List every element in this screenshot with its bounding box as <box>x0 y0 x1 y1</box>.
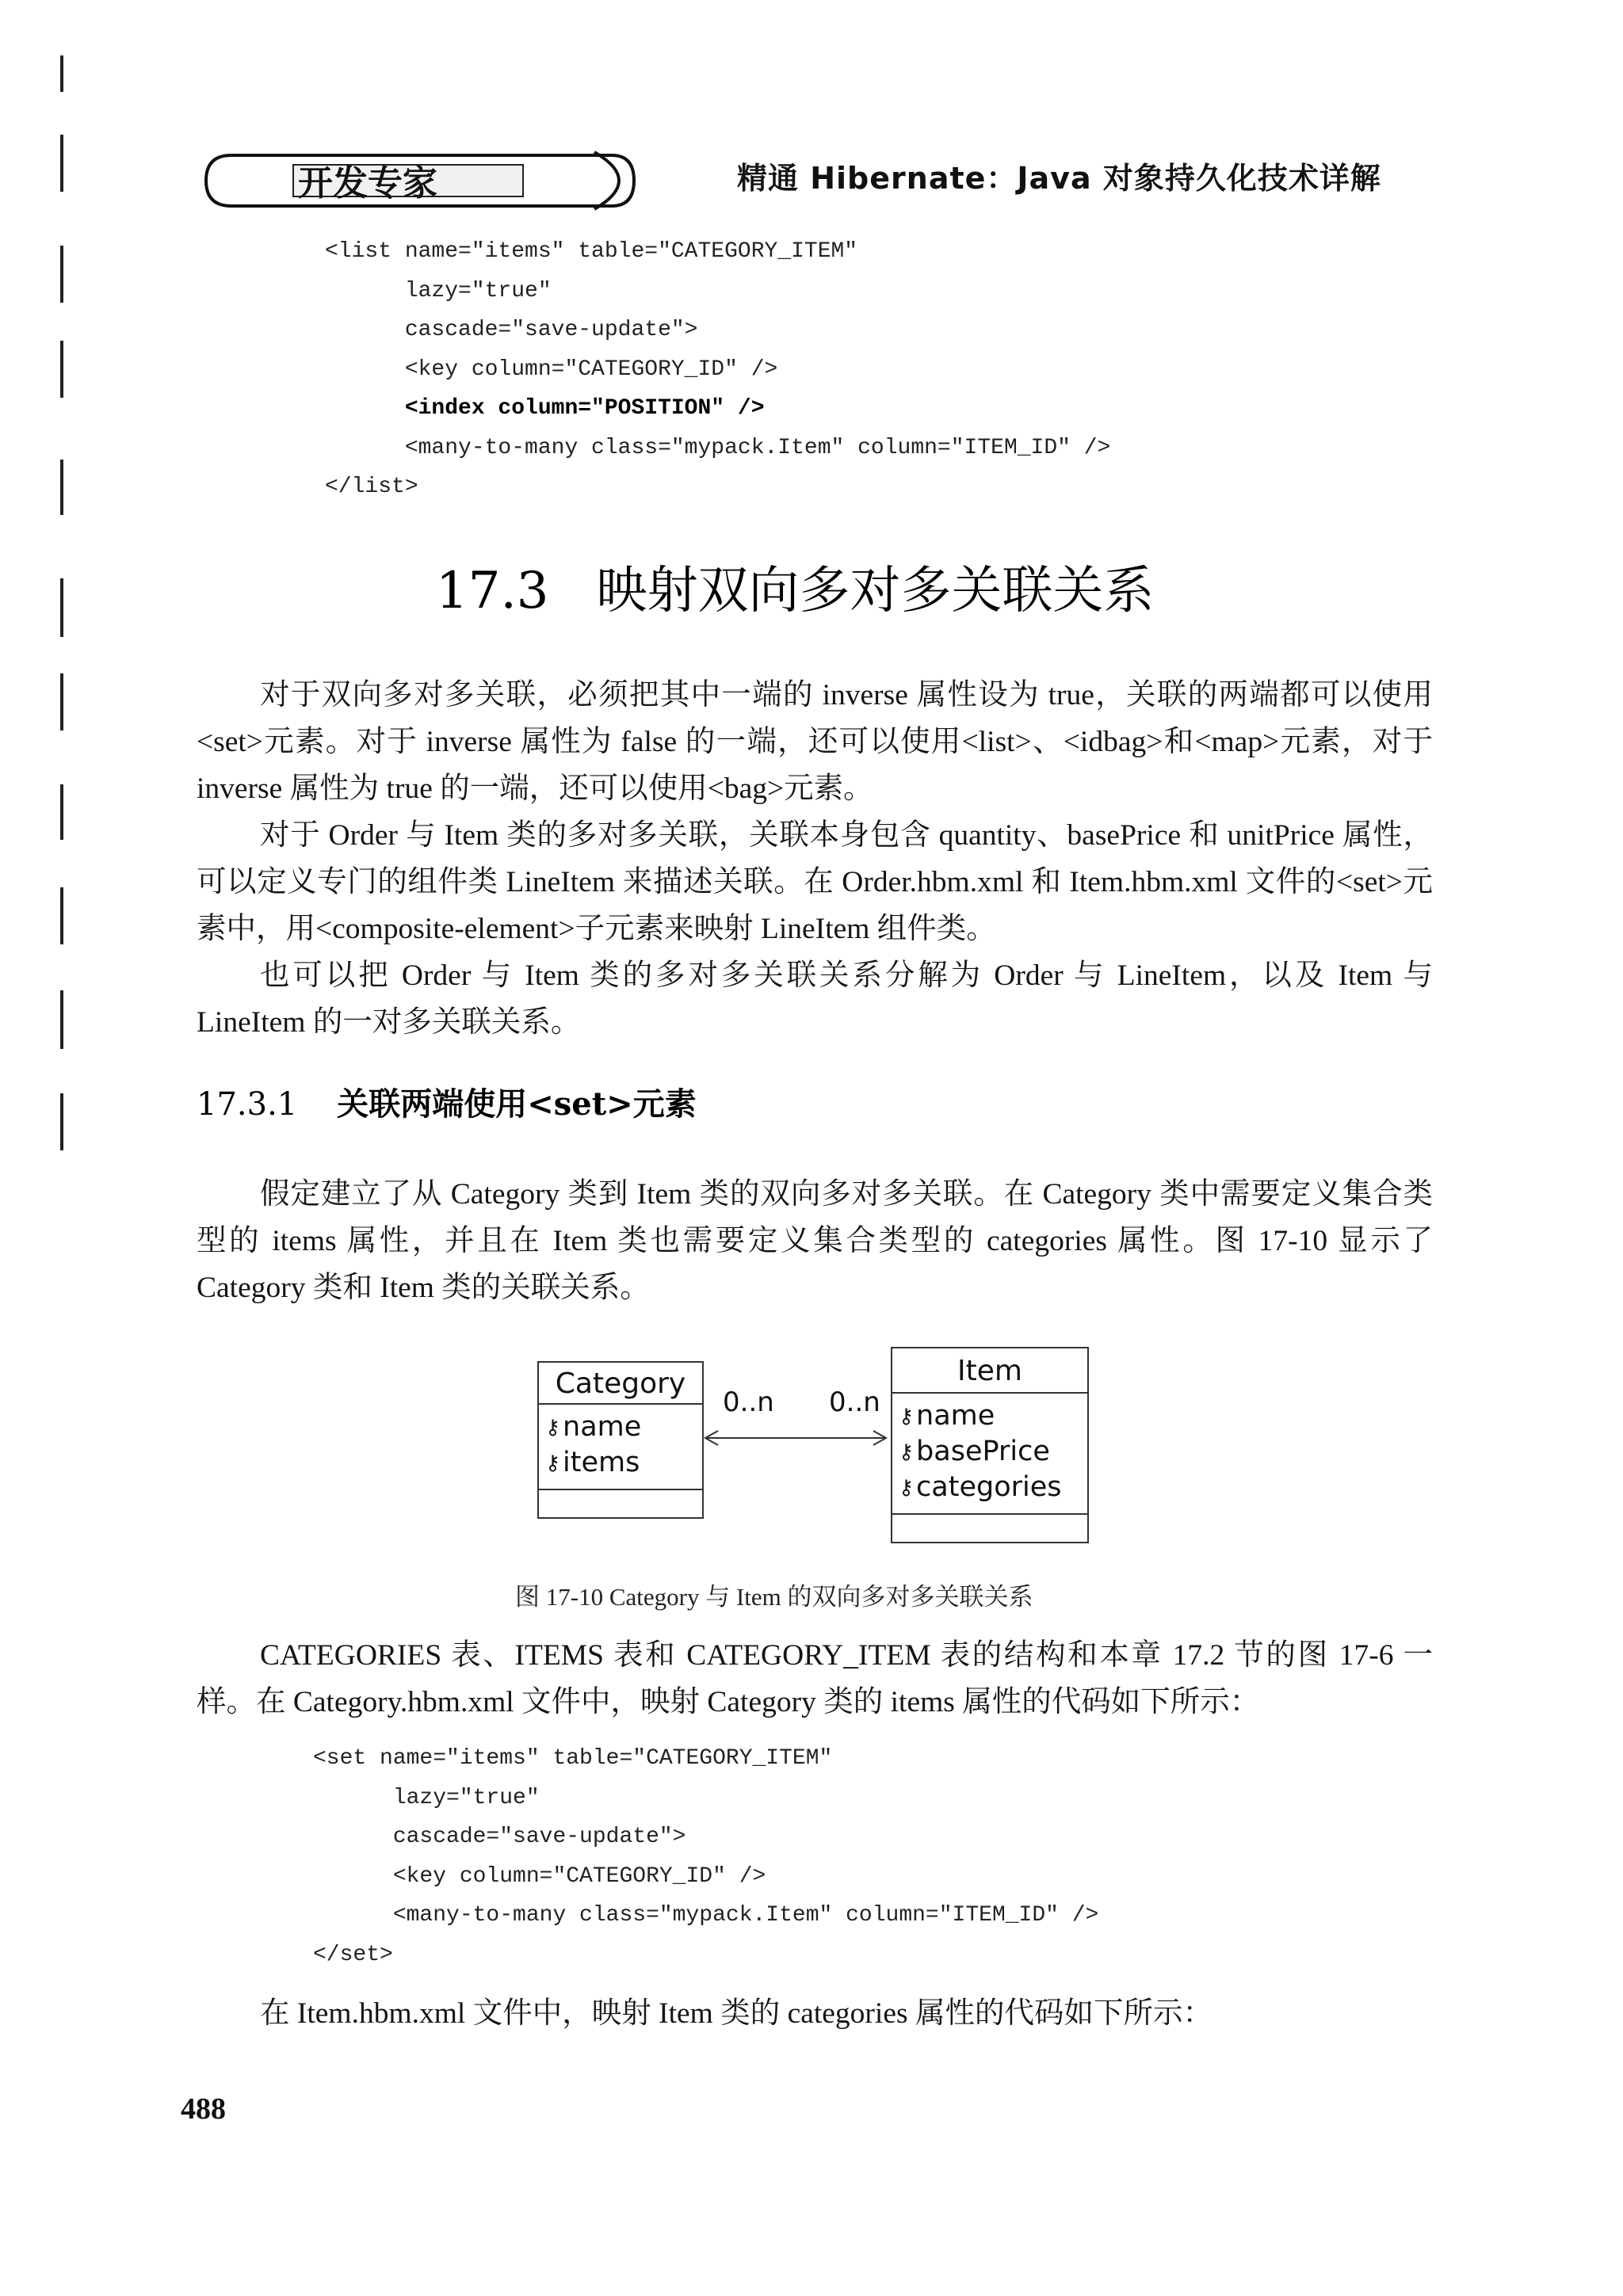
binding-mark <box>60 55 63 92</box>
code-block-list-mapping <box>325 232 1110 507</box>
code-line: </set> <box>313 1942 393 1967</box>
section-title-text: 映射双向多对多关联关系 <box>596 562 1155 620</box>
uml-class-category <box>537 1361 704 1519</box>
code-line: </list> <box>325 475 418 499</box>
code-block-set-mapping <box>313 1739 1098 1974</box>
left-multiplicity: 0..n <box>723 1386 774 1418</box>
attribute-key-icon: ⚷ <box>545 1451 561 1475</box>
svg-text:开发专家: 开发专家 <box>298 163 437 204</box>
subsection-number: 17.3.1 <box>197 1086 298 1123</box>
attribute-key-icon: ⚷ <box>545 1416 561 1440</box>
running-title: 精通 Hibernate：Java 对象持久化技术详解 <box>737 161 1381 196</box>
binding-mark <box>60 784 63 840</box>
code-line: lazy="true" <box>325 278 552 303</box>
uml-attribute-list <box>539 1405 702 1490</box>
figure-caption: 图 17-10 Category 与 Item 的双向多对多关联关系 <box>515 1583 1033 1611</box>
subsection-title-text: 关联两端使用<set>元素 <box>337 1085 697 1123</box>
series-logo <box>200 149 643 212</box>
binding-mark <box>60 990 63 1049</box>
binding-mark <box>60 341 63 398</box>
uml-attribute: ⚷categories <box>899 1471 1062 1503</box>
uml-attribute: ⚷basePrice <box>899 1436 1050 1467</box>
uml-attribute: ⚷items <box>545 1447 640 1478</box>
uml-attribute-list <box>892 1394 1087 1515</box>
uml-class-name: Item <box>892 1348 1087 1394</box>
attribute-key-icon: ⚷ <box>899 1440 915 1464</box>
paragraph: 对于双向多对多关联，必须把其中一端的 inverse 属性设为 true，关联的两端都可以使用<set>元素。对于 inverse 属性为 false 的一端，还可以使用<list>、<idbag>和<map>元素，对于 inverse 属性为 true 的一端，还可以使用<bag>元素。 <box>197 679 1433 805</box>
code-line: lazy="true" <box>313 1785 540 1810</box>
association-line <box>701 1426 891 1450</box>
attribute-key-icon: ⚷ <box>899 1476 915 1500</box>
uml-class-name: Category <box>539 1363 702 1405</box>
paragraph: 对于 Order 与 Item 类的多对多关联，关联本身包含 quantity、basePrice 和 unitPrice 属性，可以定义专门的组件类 LineItem 来描述关联。在 Order.hbm.xml 和 Item.hbm.xml 文件的<set>元素中，用<composite-element>子元素来映射 LineItem 组件类。 <box>197 819 1433 945</box>
uml-attribute: ⚷name <box>899 1400 995 1432</box>
uml-operation-list <box>539 1490 702 1517</box>
binding-mark <box>60 578 63 637</box>
code-line: <key column="CATEGORY_ID" /> <box>325 357 778 382</box>
binding-mark <box>60 246 63 303</box>
paragraph: 假定建立了从 Category 类到 Item 类的双向多对多关联。在 Category 类中需要定义集合类型的 items 属性，并且在 Item 类也需要定义集合类型的 categories 属性。图 17-10 显示了 Category 类和 Item 类的关联关系。 <box>197 1178 1433 1304</box>
section-number: 17.3 <box>436 562 549 620</box>
paragraph: 也可以把 Order 与 Item 类的多对多关联关系分解为 Order 与 LineItem，以及 Item 与 LineItem 的一对多关联关系。 <box>197 959 1433 1039</box>
code-line: <set name="items" table="CATEGORY_ITEM" <box>313 1746 833 1771</box>
uml-class-item <box>891 1347 1089 1543</box>
paragraph: 在 Item.hbm.xml 文件中，映射 Item 类的 categories 属性的代码如下所示： <box>260 1997 1212 2030</box>
section-heading <box>436 550 1155 623</box>
code-line: cascade="save-update"> <box>325 318 698 342</box>
code-line: <many-to-many class="mypack.Item" column="ITEM_ID" /> <box>313 1903 1099 1928</box>
attribute-key-icon: ⚷ <box>899 1405 915 1428</box>
right-multiplicity: 0..n <box>829 1386 880 1418</box>
code-line-highlighted: <index column="POSITION" /> <box>325 396 765 421</box>
code-line: <key column="CATEGORY_ID" /> <box>313 1863 766 1889</box>
code-line: <list name="items" table="CATEGORY_ITEM" <box>325 239 858 264</box>
binding-mark <box>60 135 63 192</box>
paragraph: CATEGORIES 表、ITEMS 表和 CATEGORY_ITEM 表的结构和本章 17.2 节的图 17-6 一样。在 Category.hbm.xml 文件中，映射 Category 类的 items 属性的代码如下所示： <box>197 1639 1433 1718</box>
binding-mark <box>60 1093 63 1150</box>
binding-mark <box>60 887 63 944</box>
binding-mark <box>60 673 63 730</box>
binding-mark <box>60 460 63 515</box>
uml-operation-list <box>892 1515 1087 1542</box>
code-line: <many-to-many class="mypack.Item" column="ITEM_ID" /> <box>325 435 1111 460</box>
uml-attribute: ⚷name <box>545 1411 642 1443</box>
subsection-heading <box>197 1079 697 1124</box>
code-line: cascade="save-update"> <box>313 1825 686 1849</box>
page-number: 488 <box>181 2092 226 2126</box>
